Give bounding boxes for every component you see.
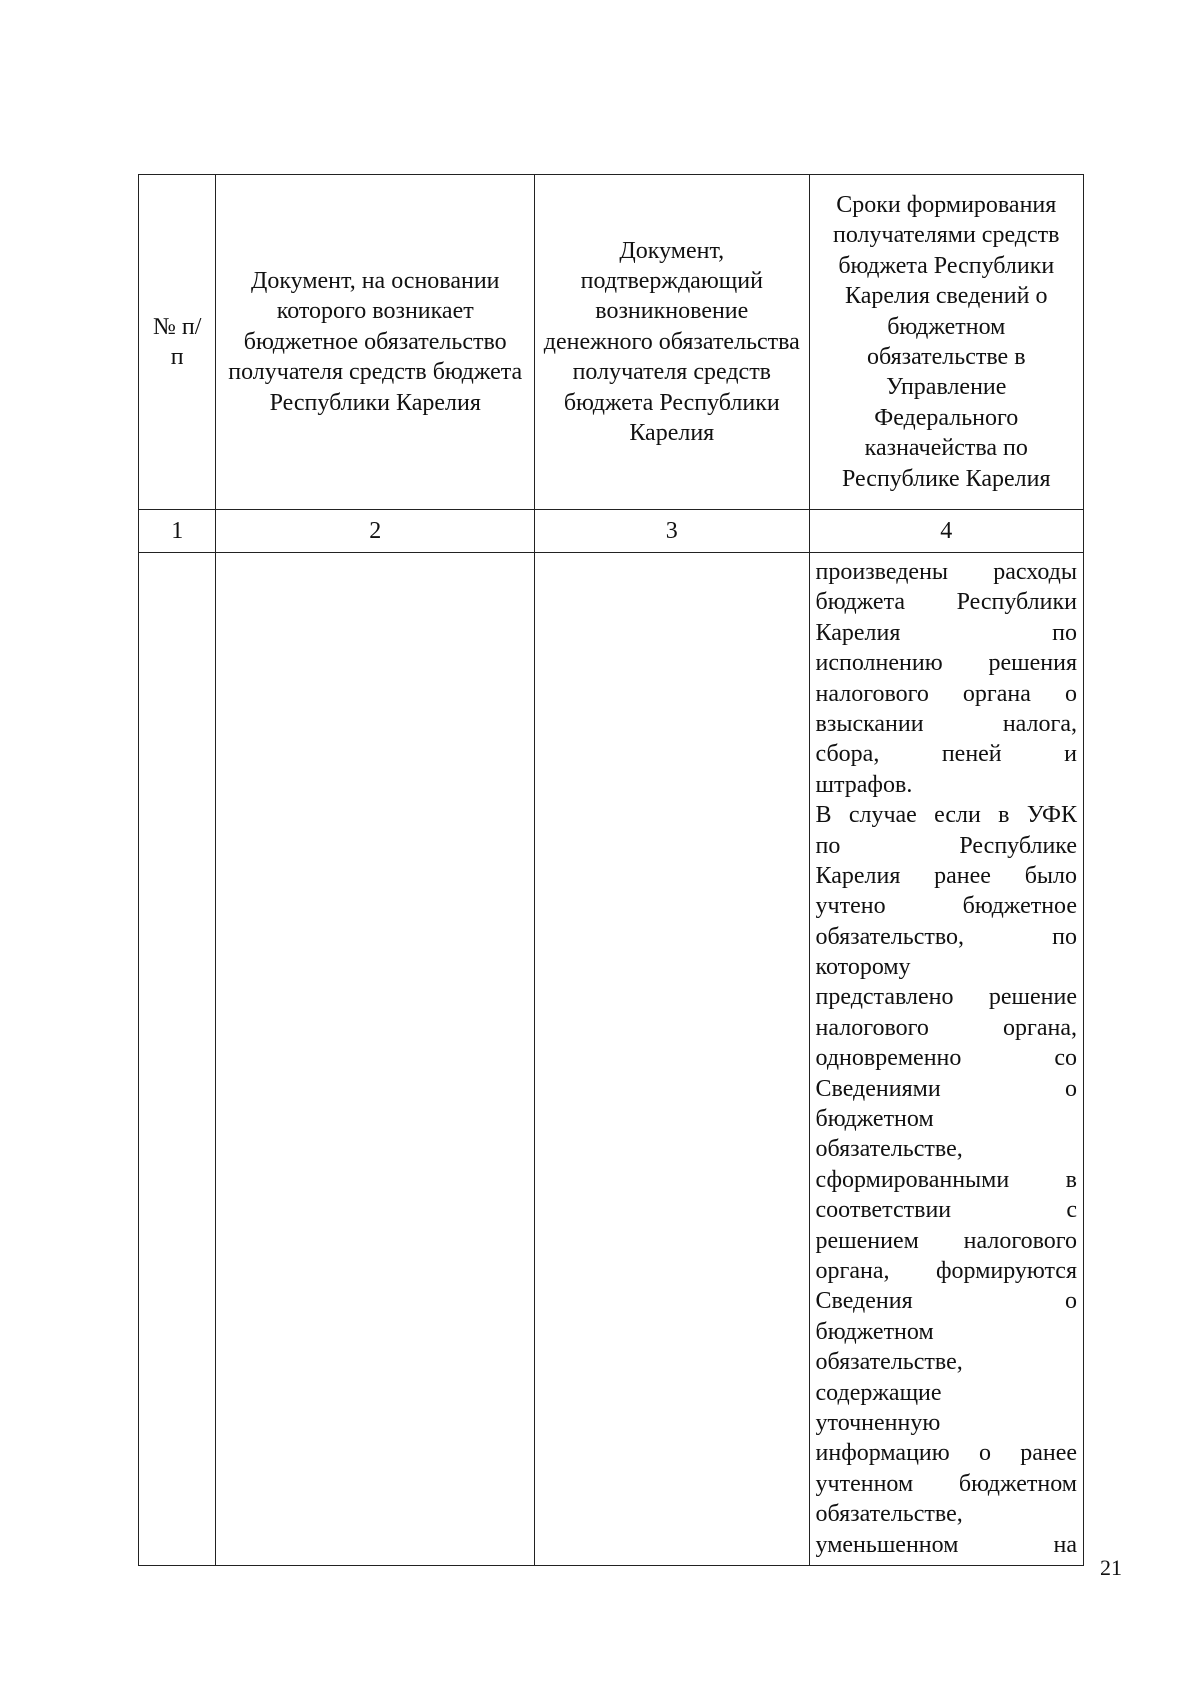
- text-line: органа, формируются: [815, 1257, 1077, 1284]
- text-line: обязательстве,: [815, 1501, 963, 1528]
- text-line: Сведениями о: [815, 1075, 1077, 1102]
- text-line: содержащие: [815, 1379, 942, 1406]
- column-number-3: 3: [535, 510, 809, 553]
- text-line: бюджетном: [815, 1318, 934, 1345]
- column-number-2: 2: [216, 510, 535, 553]
- column-number-4: 4: [809, 510, 1083, 553]
- text-line: учтено бюджетное: [815, 893, 1077, 920]
- text-line: налогового органа,: [815, 1014, 1077, 1041]
- header-cell-basis-document: Документ, на основании которого возникает бюджетное обязательство получателя средств бюджета Республики Карелия: [216, 175, 535, 510]
- text-line: обязательстве,: [815, 1136, 963, 1163]
- header-cell-deadlines: Сроки формирования получателями средств бюджета Республики Карелия сведений о бюджетном обязательстве в Управление Федерального казначейства по Республике Карелия: [809, 175, 1083, 510]
- deadlines-text: [810, 553, 1083, 1560]
- text-line: произведены расходы: [815, 559, 1077, 585]
- text-line: налогового органа о: [815, 680, 1077, 707]
- text-line: которому: [815, 954, 911, 981]
- header-cell-number: № п/п: [139, 175, 216, 510]
- text-line: сбора, пеней и: [815, 741, 1077, 768]
- table-row: [139, 553, 1084, 1566]
- text-line: одновременно со: [815, 1045, 1077, 1072]
- row-cell-basis-document: [216, 553, 535, 1566]
- column-number-1: 1: [139, 510, 216, 553]
- page-number: 21: [1100, 1555, 1122, 1580]
- text-line: Карелия ранее было: [815, 862, 1077, 889]
- text-line: обязательство, по: [815, 923, 1077, 950]
- text-line: уменьшенном на: [815, 1531, 1077, 1558]
- header-cell-confirming-document: Документ, подтверждающий возникновение денежного обязательства получателя средств бюджета Республики Карелия: [535, 175, 809, 510]
- column-numbers-row: [139, 510, 1084, 553]
- text-line: учтенном бюджетном: [815, 1470, 1077, 1497]
- text-line: бюджетном: [815, 1106, 934, 1133]
- text-line: обязательстве,: [815, 1349, 963, 1376]
- text-line: уточненную: [815, 1409, 941, 1436]
- text-line: информацию о ранее: [815, 1440, 1077, 1467]
- row-cell-deadlines: [809, 553, 1083, 1566]
- text-line: по Республике: [815, 832, 1077, 859]
- text-line: бюджета Республики: [815, 589, 1077, 616]
- text-line: В случае если в УФК: [815, 802, 1077, 829]
- text-line: представлено решение: [815, 984, 1077, 1011]
- obligations-table: [138, 174, 1084, 1566]
- table-header-row: [139, 175, 1084, 510]
- text-line: Карелия по: [815, 619, 1077, 646]
- text-line: Сведения о: [815, 1288, 1077, 1315]
- row-cell-number: [139, 553, 216, 1566]
- text-line: сформированными в: [815, 1166, 1077, 1193]
- text-line: решением налогового: [815, 1227, 1077, 1254]
- text-line: соответствии с: [815, 1197, 1077, 1224]
- text-line: исполнению решения: [815, 650, 1077, 677]
- text-line: взыскании налога,: [815, 710, 1077, 737]
- text-line: штрафов.: [815, 771, 913, 798]
- row-cell-confirming-document: [535, 553, 809, 1566]
